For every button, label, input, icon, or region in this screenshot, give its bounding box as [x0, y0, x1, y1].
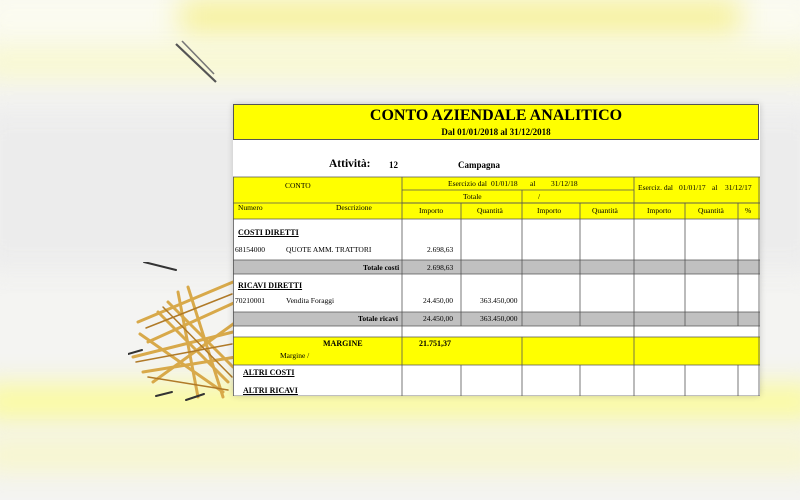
header-quantita-3: Quantità	[698, 206, 724, 215]
header-quantita-1: Quantità	[477, 206, 503, 215]
header-prev-al-label: al	[712, 183, 718, 192]
header-esercizio-dal: 01/01/18	[491, 179, 518, 188]
ricavi-row-importo: 24.450,00	[423, 296, 453, 305]
straw-pile-image	[128, 262, 238, 402]
ricavi-row-desc: Vendita Foraggi	[286, 296, 335, 305]
ricavi-section-title: RICAVI DIRETTI	[238, 281, 303, 290]
activity-number: 12	[389, 160, 398, 170]
header-prev-dal-label: Eserciz. dal	[638, 183, 673, 192]
totale-costi-importo: 2.698,63	[427, 263, 454, 272]
header-percent: %	[745, 206, 752, 215]
header-importo-2: Importo	[537, 206, 562, 215]
report-title: CONTO AZIENDALE ANALITICO	[369, 107, 623, 124]
activity-name: Campagna	[458, 160, 501, 170]
altri-costi-title: ALTRI COSTI	[243, 368, 295, 377]
needle-icon	[170, 38, 220, 86]
header-esercizio-dal-label: Esercizio dal	[448, 179, 487, 188]
totale-ricavi-importo: 24.450,00	[423, 314, 453, 323]
header-prev-dal: 01/01/17	[679, 183, 706, 192]
margine-value: 21.751,37	[419, 339, 451, 348]
report-period: Dal 01/01/2018 al 31/12/2018	[441, 127, 551, 137]
totale-ricavi-quantita: 363.450,000	[480, 314, 518, 323]
report-sheet	[233, 104, 760, 396]
margine-label: MARGINE	[323, 339, 363, 348]
altri-ricavi-title: ALTRI RICAVI	[243, 386, 298, 395]
margine-sub-label: Margine /	[280, 351, 310, 360]
header-totale: Totale	[463, 192, 482, 201]
header-conto: CONTO	[285, 181, 311, 190]
totale-costi-label: Totale costi	[363, 263, 400, 272]
activity-label: Attività:	[329, 158, 371, 170]
header-importo-1: Importo	[419, 206, 444, 215]
ricavi-row-quantita: 363.450,000	[480, 296, 518, 305]
totale-ricavi-label: Totale ricavi	[358, 314, 398, 323]
header-slash: /	[538, 192, 541, 201]
header-esercizio-al-label: al	[530, 179, 536, 188]
header-quantita-2: Quantità	[592, 206, 618, 215]
header-numero: Numero	[238, 203, 263, 212]
header-descrizione: Descrizione	[336, 203, 372, 212]
costi-section-title: COSTI DIRETTI	[238, 228, 299, 237]
header-importo-3: Importo	[647, 206, 672, 215]
costi-row-desc: QUOTE AMM. TRATTORI	[286, 245, 372, 254]
header-prev-al: 31/12/17	[725, 183, 752, 192]
costi-row-importo: 2.698,63	[427, 245, 454, 254]
header-esercizio-al: 31/12/18	[551, 179, 578, 188]
ricavi-row-number: 70210001	[235, 296, 265, 305]
costi-row-number: 68154000	[235, 245, 265, 254]
